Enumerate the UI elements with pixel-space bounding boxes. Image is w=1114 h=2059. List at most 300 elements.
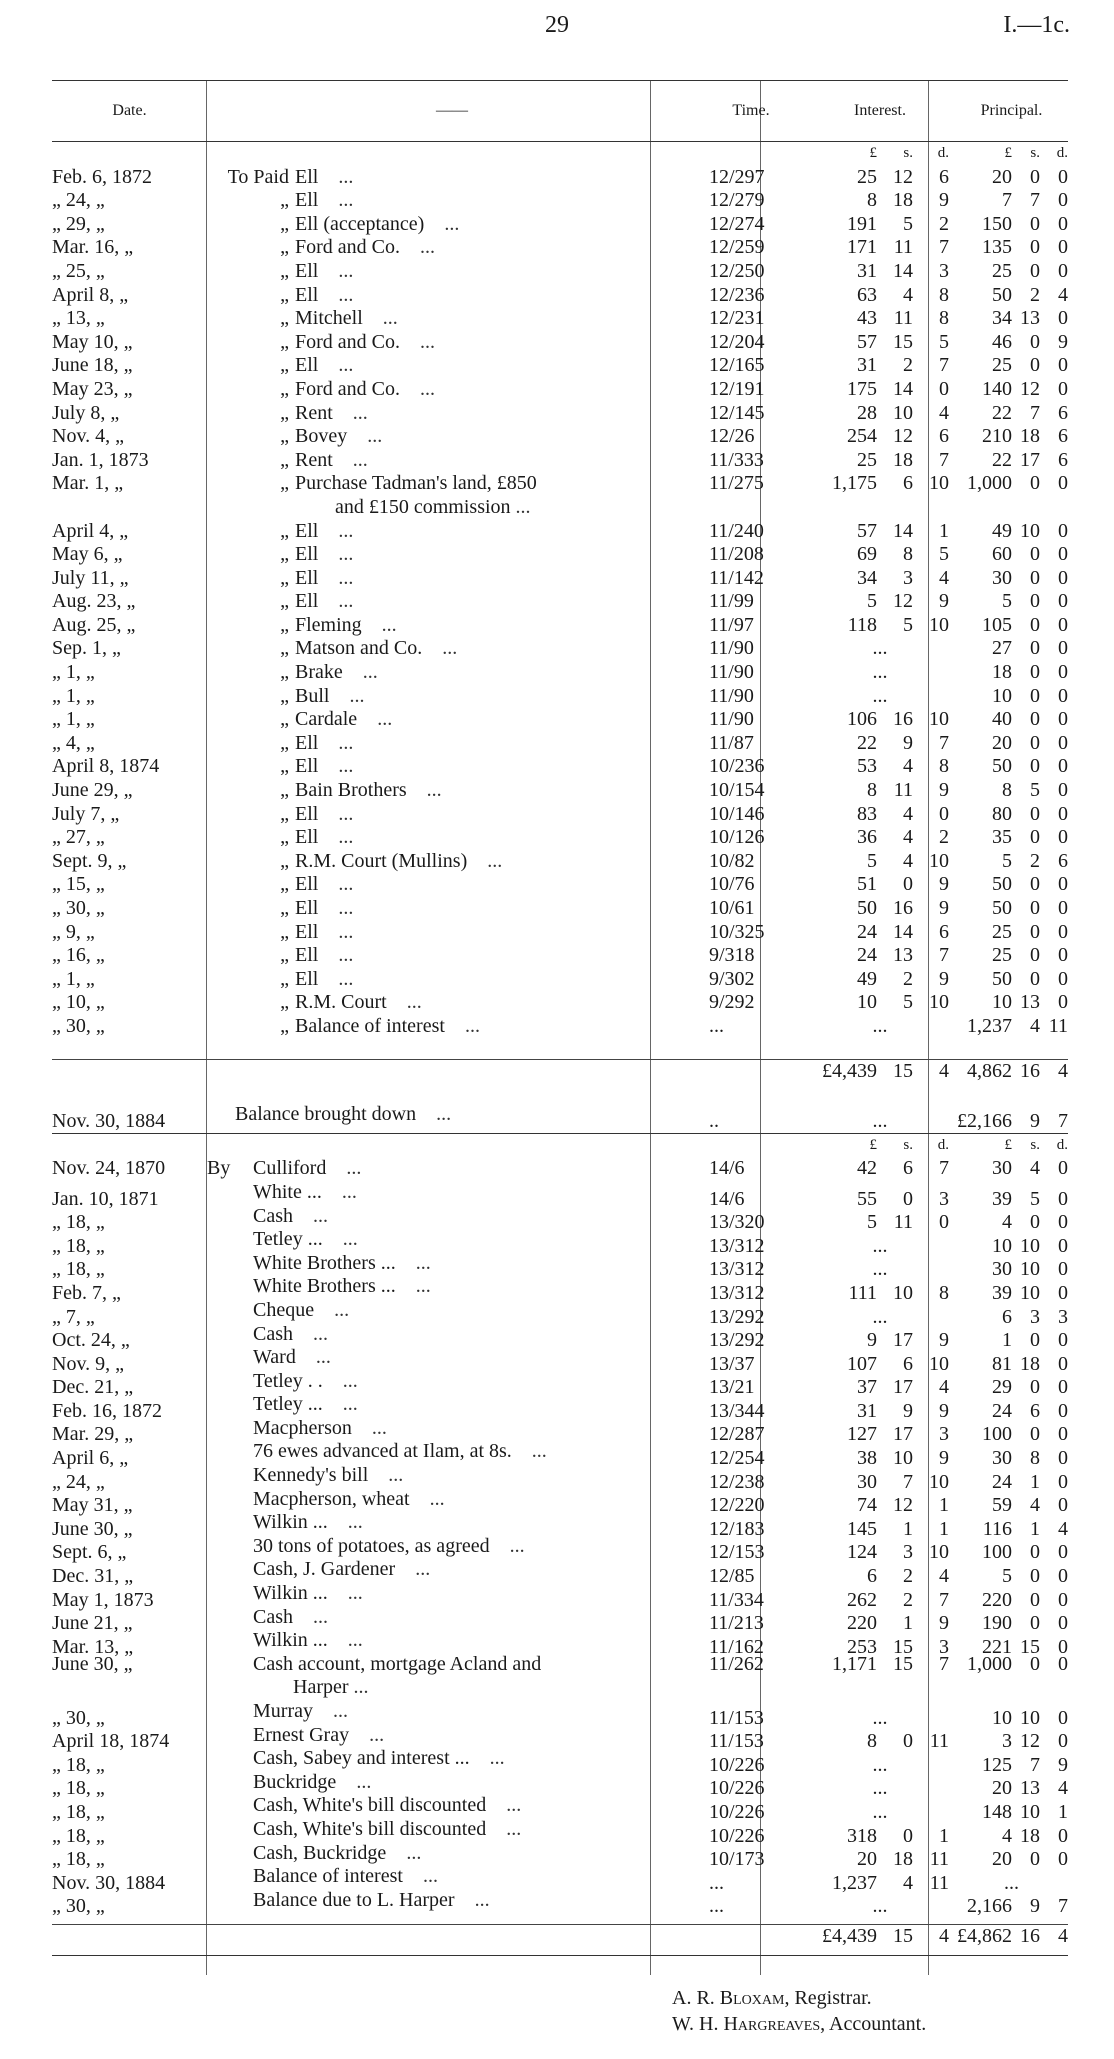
entry-particulars: Ell xyxy=(295,967,319,990)
table-row xyxy=(52,402,1068,426)
entry-prin-pence: 0 xyxy=(1058,259,1068,282)
interest-cell xyxy=(805,590,955,614)
entry-int-pounds: 5 xyxy=(867,590,877,613)
entry-prin-shillings: 13 xyxy=(1020,991,1040,1014)
entry-int-pence: 0 xyxy=(939,802,949,825)
leader-dots: ... xyxy=(338,944,354,967)
entry-prin-pence: 0 xyxy=(1058,1824,1068,1847)
interest-cell xyxy=(805,1872,955,1896)
units-row xyxy=(52,142,1068,166)
entry-prin-shillings: 0 xyxy=(1030,661,1040,684)
entry-prin: ... xyxy=(1004,1871,1019,1894)
entry-int-shillings: 6 xyxy=(903,1352,913,1375)
interest-cell xyxy=(805,991,955,1015)
entry-int-shillings: 15 xyxy=(893,330,913,353)
entry-prin-pounds: 3 xyxy=(1002,1730,1012,1753)
entry-int-pounds: 25 xyxy=(857,448,877,471)
leader-dots: ... xyxy=(338,755,354,778)
entry-prin-pence: 0 xyxy=(1058,1541,1068,1564)
ditto-mark: „ xyxy=(280,684,289,707)
entry-prin-pounds: 22 xyxy=(992,401,1012,424)
entry-int-shillings: 6 xyxy=(903,1157,913,1180)
entry-int-pounds: 24 xyxy=(857,944,877,967)
debit-entries xyxy=(52,166,1068,1039)
entry-prin-pence: 4 xyxy=(1058,1777,1068,1800)
interest-cell xyxy=(805,1447,955,1471)
entry-particulars: Ell xyxy=(295,354,319,377)
entry-particulars: 76 ewes advanced at Ilam, at 8s. xyxy=(253,1440,512,1463)
page-number: 29 xyxy=(545,12,569,38)
interest-cell xyxy=(805,826,955,850)
interest-cell xyxy=(805,1707,955,1731)
interest-cell xyxy=(805,1730,955,1754)
principal-cell xyxy=(955,543,1068,567)
entry-date: „ 1, „ xyxy=(52,661,95,684)
leader-dots: ... xyxy=(420,377,435,400)
entry-prin-pence: 0 xyxy=(1058,519,1068,542)
principal-cell xyxy=(955,213,1068,237)
entry-prin-pounds: 150 xyxy=(982,212,1012,235)
entry-prin-pounds: 22 xyxy=(992,448,1012,471)
leader-dots: ... xyxy=(406,1841,422,1864)
entry-int: ... xyxy=(872,1753,888,1776)
interest-cell xyxy=(805,520,955,544)
entry-int-shillings: 1 xyxy=(903,1517,913,1540)
interest-cell xyxy=(805,1518,955,1542)
interest-cell xyxy=(805,425,955,449)
entry-particulars: Ell xyxy=(295,590,319,613)
entry-time: 12/165 xyxy=(709,354,765,377)
entry-prin-pence: 1 xyxy=(1058,1800,1068,1823)
entry-prin-shillings: 0 xyxy=(1030,236,1040,259)
entry-particulars: Wilkin ... xyxy=(253,1511,328,1534)
table-row xyxy=(52,614,1068,638)
entry-date: April 4, „ xyxy=(52,519,129,542)
entry-prin-shillings: 0 xyxy=(1030,566,1040,589)
entry-int-pence: 1 xyxy=(939,519,949,542)
entry-prin-pence: 0 xyxy=(1058,590,1068,613)
entry-int-pence: 6 xyxy=(939,425,949,448)
principal-cell xyxy=(955,1211,1068,1235)
entry-time: 12/297 xyxy=(709,165,765,188)
ditto-mark: „ xyxy=(280,519,289,542)
pound-unit: £ xyxy=(1004,145,1012,161)
entry-particulars: R.M. Court xyxy=(295,991,387,1014)
ditto-mark: „ xyxy=(280,236,289,259)
entry-prin-shillings: 0 xyxy=(1030,897,1040,919)
entry-prin-pounds: 125 xyxy=(982,1753,1012,1776)
entry-prin-shillings: 0 xyxy=(1030,944,1040,967)
ditto-mark: „ xyxy=(280,448,289,471)
entry-int-pounds: 318 xyxy=(847,1824,877,1847)
entry-prin-pence: 0 xyxy=(1058,472,1068,495)
leader-dots: ... xyxy=(474,1888,490,1911)
entry-int-pounds: 262 xyxy=(847,1588,877,1611)
entry-date: July 11, „ xyxy=(52,566,129,589)
leader-dots: ... xyxy=(509,1534,525,1557)
entry-time: 12/153 xyxy=(709,1541,765,1564)
entry-prefix: To Paid xyxy=(227,165,289,188)
entry-int-pence: 9 xyxy=(939,1399,949,1422)
interest-cell xyxy=(805,1282,955,1306)
entry-int-shillings: 14 xyxy=(893,519,913,542)
entry-particulars: Brake xyxy=(295,661,343,684)
entry-prin-shillings: 13 xyxy=(1020,1777,1040,1800)
principal-cell xyxy=(955,779,1068,803)
interest-cell xyxy=(805,378,955,402)
entry-time: 11/97 xyxy=(709,613,754,636)
entry-particulars-continued: Harper xyxy=(293,1676,349,1699)
entry-particulars: Cash, White's bill discounted xyxy=(253,1817,487,1840)
interest-cell xyxy=(805,1848,955,1872)
entry-int-pounds: 83 xyxy=(857,802,877,825)
interest-cell xyxy=(805,1235,955,1259)
entry-prin-pounds: 25 xyxy=(992,920,1012,943)
entry-date: „ 30, „ xyxy=(52,1895,105,1918)
entry-int-shillings: 16 xyxy=(893,708,913,731)
page-reference: I.—1c. xyxy=(1003,12,1070,38)
interest-cell xyxy=(805,1612,955,1636)
leader-dots: ... xyxy=(388,1464,404,1487)
credit-total-row xyxy=(52,1924,1068,1949)
entry-time: 13/312 xyxy=(709,1281,765,1304)
entry-prin-pounds: 190 xyxy=(982,1612,1012,1635)
entry-prin-pence: 6 xyxy=(1058,425,1068,448)
shilling-unit: s. xyxy=(903,1136,913,1153)
principal-cell xyxy=(955,873,1068,897)
column-header-particulars: —— xyxy=(436,102,468,119)
entry-date: „ 27, „ xyxy=(52,826,105,849)
entry-date: „ 29, „ xyxy=(52,212,105,235)
entry-prin-pounds: 1 xyxy=(1002,1329,1012,1352)
entry-particulars: Ell xyxy=(295,566,319,589)
entry-int: ... xyxy=(872,661,888,684)
principal-cell xyxy=(955,661,1068,685)
principal-cell xyxy=(955,166,1068,190)
ditto-mark: „ xyxy=(280,967,289,990)
entry-int-pounds: 107 xyxy=(847,1352,877,1375)
entry-prin-pounds: 5 xyxy=(1002,1565,1012,1588)
principal-cell xyxy=(955,1306,1068,1330)
entry-prin-shillings: 0 xyxy=(1030,543,1040,566)
entry-int-shillings: 14 xyxy=(893,259,913,282)
interest-cell xyxy=(805,1258,955,1282)
entry-particulars: Cash, White's bill discounted xyxy=(253,1794,487,1817)
entry-date: Mar. 13, „ xyxy=(52,1635,134,1658)
interest-cell xyxy=(805,1353,955,1377)
principal-cell xyxy=(955,1777,1068,1801)
entry-time: 11/275 xyxy=(709,472,764,495)
ditto-mark: „ xyxy=(280,755,289,778)
entry-prin-pence: 0 xyxy=(1058,1652,1068,1675)
principal-cell xyxy=(955,1015,1068,1039)
entry-int-shillings: 3 xyxy=(903,566,913,589)
principal-cell xyxy=(955,803,1068,827)
entry-prin-pence: 0 xyxy=(1058,826,1068,849)
leader-dots: ... xyxy=(426,779,442,802)
entry-time: 13/320 xyxy=(709,1211,765,1234)
entry-date: „ 1, „ xyxy=(52,708,95,731)
column-header-date: Date. xyxy=(112,102,147,119)
pence-unit: d. xyxy=(1056,1136,1068,1153)
entry-int-pence: 8 xyxy=(939,755,949,778)
entry-prin-pence: 9 xyxy=(1058,330,1068,353)
interest-cell xyxy=(805,921,955,945)
entry-int-shillings: 11 xyxy=(893,779,913,802)
entry-int-pence: 10 xyxy=(929,849,949,872)
interest-cell xyxy=(805,1015,955,1039)
ditto-mark: „ xyxy=(280,330,289,353)
entry-date: „ 18, „ xyxy=(52,1800,105,1823)
entry-date: „ 18, „ xyxy=(52,1234,105,1257)
entry-time: 12/238 xyxy=(709,1470,765,1493)
entry-date: Mar. 1, „ xyxy=(52,472,124,495)
entry-int-shillings: 11 xyxy=(893,1211,913,1234)
entry-prin-pounds: 25 xyxy=(992,259,1012,282)
entry-time: 10/154 xyxy=(709,779,765,802)
entry-int-pence: 7 xyxy=(939,448,949,471)
interest-cell xyxy=(805,1589,955,1613)
entry-prin-pence: 0 xyxy=(1058,354,1068,377)
entry-prin-shillings: 10 xyxy=(1020,1706,1040,1729)
entry-prin-shillings: 1 xyxy=(1030,1517,1040,1540)
entry-prin-pounds: 100 xyxy=(982,1541,1012,1564)
entry-int-shillings: 12 xyxy=(893,165,913,188)
table-row xyxy=(52,755,1068,779)
entry-int-pence: 9 xyxy=(939,873,949,896)
entry-int-pence: 7 xyxy=(939,1652,949,1675)
entry-particulars: Ell xyxy=(295,802,319,825)
ditto-mark: „ xyxy=(280,425,289,448)
interest-cell xyxy=(805,661,955,685)
entry-prin-shillings: 10 xyxy=(1020,519,1040,542)
interest-cell xyxy=(805,1188,955,1212)
entry-prin-pence: 0 xyxy=(1058,755,1068,778)
entry-time: 12/26 xyxy=(709,425,755,448)
ditto-mark: „ xyxy=(280,283,289,306)
table-row xyxy=(52,732,1068,756)
entry-date: May 6, „ xyxy=(52,543,123,566)
entry-time: 11/153 xyxy=(709,1730,764,1753)
entry-int-pounds: 22 xyxy=(857,731,877,754)
interest-cell xyxy=(805,543,955,567)
entry-prin-shillings: 0 xyxy=(1030,212,1040,235)
leader-dots: ... xyxy=(406,991,422,1014)
entry-int-pounds: 31 xyxy=(857,259,877,282)
entry-int-pence: 10 xyxy=(929,613,949,636)
interest-cell xyxy=(805,1777,955,1801)
entry-int: ... xyxy=(872,637,888,660)
ditto-mark: „ xyxy=(280,590,289,613)
interest-cell xyxy=(805,449,955,473)
entry-particulars: Ell xyxy=(295,755,319,778)
table-row xyxy=(52,520,1068,544)
entry-time: 13/292 xyxy=(709,1305,765,1328)
entry-prin-pounds: 46 xyxy=(992,330,1012,353)
entry-particulars: Ell (acceptance) xyxy=(295,212,425,235)
ditto-mark: „ xyxy=(280,731,289,754)
entry-int-pence: 7 xyxy=(939,731,949,754)
entry-interest: ... xyxy=(872,1109,888,1132)
entry-date: Nov. 9, „ xyxy=(52,1352,125,1375)
entry-int-pounds: 49 xyxy=(857,967,877,990)
entry-date: „ 16, „ xyxy=(52,944,105,967)
entry-date: Oct. 24, „ xyxy=(52,1329,130,1352)
principal-cell xyxy=(955,1730,1068,1754)
entry-time: 9/302 xyxy=(709,967,755,990)
entry-prin-shillings: 0 xyxy=(1030,330,1040,353)
entry-int-pounds: 10 xyxy=(857,991,877,1014)
entry-prin-pence: 0 xyxy=(1058,307,1068,330)
entry-int-shillings: 4 xyxy=(903,1871,913,1894)
entry-prin-pounds: 30 xyxy=(992,1258,1012,1281)
leader-dots: ... xyxy=(429,1487,445,1510)
entry-prin-shillings: 0 xyxy=(1030,802,1040,825)
entry-date: „ 15, „ xyxy=(52,873,105,896)
entry-prin-pence: 11 xyxy=(1048,1014,1068,1037)
balance-principal-pence: 7 xyxy=(1058,1109,1068,1132)
entry-prin-pounds: 35 xyxy=(992,826,1012,849)
entry-prin-pounds: 40 xyxy=(992,708,1012,731)
entry-particulars: Bain Brothers xyxy=(295,779,407,802)
entry-int-pence: 10 xyxy=(929,1352,949,1375)
entry-int-pence: 11 xyxy=(929,1848,949,1871)
table-row xyxy=(52,1653,1068,1700)
entry-prin-pounds: 60 xyxy=(992,543,1012,566)
entry-int-pence: 10 xyxy=(929,1470,949,1493)
entry-time: 10/173 xyxy=(709,1848,765,1871)
interest-cell xyxy=(805,1306,955,1330)
entry-prin-pounds: 20 xyxy=(992,1848,1012,1871)
entry-int-shillings: 4 xyxy=(903,802,913,825)
entry-int: ... xyxy=(872,1800,888,1823)
entry-prin-pounds: 24 xyxy=(992,1399,1012,1422)
entry-int-pence: 10 xyxy=(929,991,949,1014)
entry-prin-shillings: 0 xyxy=(1030,755,1040,778)
interest-cell xyxy=(805,1494,955,1518)
entry-int-shillings: 2 xyxy=(903,967,913,990)
entry-int-pence: 10 xyxy=(929,1541,949,1564)
entry-int-pence: 9 xyxy=(939,189,949,212)
entry-prin-pounds: 210 xyxy=(982,425,1012,448)
interest-cell xyxy=(805,1895,955,1919)
principal-cell xyxy=(955,567,1068,591)
table-row xyxy=(52,567,1068,591)
entry-prin-shillings: 0 xyxy=(1030,1612,1040,1635)
interest-cell xyxy=(805,284,955,308)
table-row xyxy=(52,189,1068,213)
entry-time: 13/21 xyxy=(709,1376,755,1399)
leader-dots: ... xyxy=(338,873,354,896)
entry-time: 10/76 xyxy=(709,873,755,896)
entry-prin-pounds: 27 xyxy=(992,637,1012,660)
units-row xyxy=(52,1134,1068,1158)
entry-prin-shillings: 9 xyxy=(1030,1895,1040,1918)
entry-date: Aug. 23, „ xyxy=(52,590,136,613)
interest-cell xyxy=(805,1801,955,1825)
entry-prin-pounds: 81 xyxy=(992,1352,1012,1375)
entry-date: „ 30, „ xyxy=(52,1706,105,1729)
entry-int-pounds: 57 xyxy=(857,330,877,353)
entry-prin-shillings: 0 xyxy=(1030,731,1040,754)
principal-cell xyxy=(955,1707,1068,1731)
leader-dots: ... xyxy=(313,1605,328,1628)
entry-time: 14/6 xyxy=(709,1157,745,1180)
leader-dots: ... xyxy=(464,1014,480,1037)
entry-prin-pence: 7 xyxy=(1058,1895,1068,1918)
entry-time: 10/236 xyxy=(709,755,765,778)
entry-prin-pounds: 116 xyxy=(982,1517,1012,1540)
leader-dots: ... xyxy=(422,1865,438,1888)
table-row xyxy=(52,236,1068,260)
entry-int-shillings: 11 xyxy=(893,307,913,330)
table-row xyxy=(52,354,1068,378)
entry-prin-shillings: 12 xyxy=(1020,1730,1040,1753)
entry-date: July 8, „ xyxy=(52,401,120,424)
entry-date: „ 1, „ xyxy=(52,967,95,990)
total-principal-pence: 4 xyxy=(1058,1925,1068,1948)
total-interest-pence: 4 xyxy=(939,1059,949,1082)
entry-date: Mar. 16, „ xyxy=(52,236,134,259)
entry-prin-shillings: 3 xyxy=(1030,1305,1040,1328)
entry-int-pence: 9 xyxy=(939,967,949,990)
entry-int-pounds: 8 xyxy=(867,1730,877,1753)
entry-prin-shillings: 2 xyxy=(1030,849,1040,872)
entry-int-shillings: 11 xyxy=(893,236,913,259)
entry-particulars: Ford and Co. xyxy=(295,236,400,259)
entry-int-shillings: 4 xyxy=(903,755,913,778)
leader-dots: ... xyxy=(338,590,354,613)
entry-particulars: Purchase Tadman's land, £850 xyxy=(295,472,537,495)
entry-int-shillings: 3 xyxy=(903,1541,913,1564)
entry-int: ... xyxy=(872,1258,888,1281)
entry-date: May 10, „ xyxy=(52,330,133,353)
entry-prin-pence: 6 xyxy=(1058,448,1068,471)
principal-cell xyxy=(955,708,1068,732)
leader-dots: ... xyxy=(338,967,354,990)
entry-particulars: Macpherson, wheat xyxy=(253,1487,410,1510)
interest-cell xyxy=(805,850,955,874)
entry-int-pounds: 28 xyxy=(857,401,877,424)
entry-date: May 31, „ xyxy=(52,1494,133,1517)
leader-dots: ... xyxy=(506,1817,522,1840)
entry-date: Jan. 1, 1873 xyxy=(52,448,149,471)
pence-unit: d. xyxy=(937,145,949,161)
entry-time: 10/82 xyxy=(709,849,755,872)
entry-int-pence: 7 xyxy=(939,354,949,377)
entry-prin-pence: 0 xyxy=(1058,1376,1068,1399)
entry-time: 9/318 xyxy=(709,944,755,967)
entry-prin-shillings: 7 xyxy=(1030,401,1040,424)
entry-date: Nov. 4, „ xyxy=(52,425,125,448)
leader-dots: ... xyxy=(349,684,365,707)
ditto-mark: „ xyxy=(280,897,289,919)
entry-time: 11/90 xyxy=(709,661,754,684)
entry-prin-pounds: 135 xyxy=(982,236,1012,259)
interest-cell xyxy=(805,1825,955,1849)
principal-cell xyxy=(955,1801,1068,1825)
ditto-mark: „ xyxy=(280,259,289,282)
ditto-mark: „ xyxy=(280,708,289,731)
entry-int-pounds: 124 xyxy=(847,1541,877,1564)
entry-int-pounds: 34 xyxy=(857,566,877,589)
entry-int-pence: 9 xyxy=(939,897,949,919)
entry-date: Nov. 30, 1884 xyxy=(52,1109,166,1132)
entry-prin-shillings: 0 xyxy=(1030,613,1040,636)
interest-cell xyxy=(805,166,955,190)
entry-time: 11/334 xyxy=(709,1588,764,1611)
entry-time: 12/279 xyxy=(709,189,765,212)
